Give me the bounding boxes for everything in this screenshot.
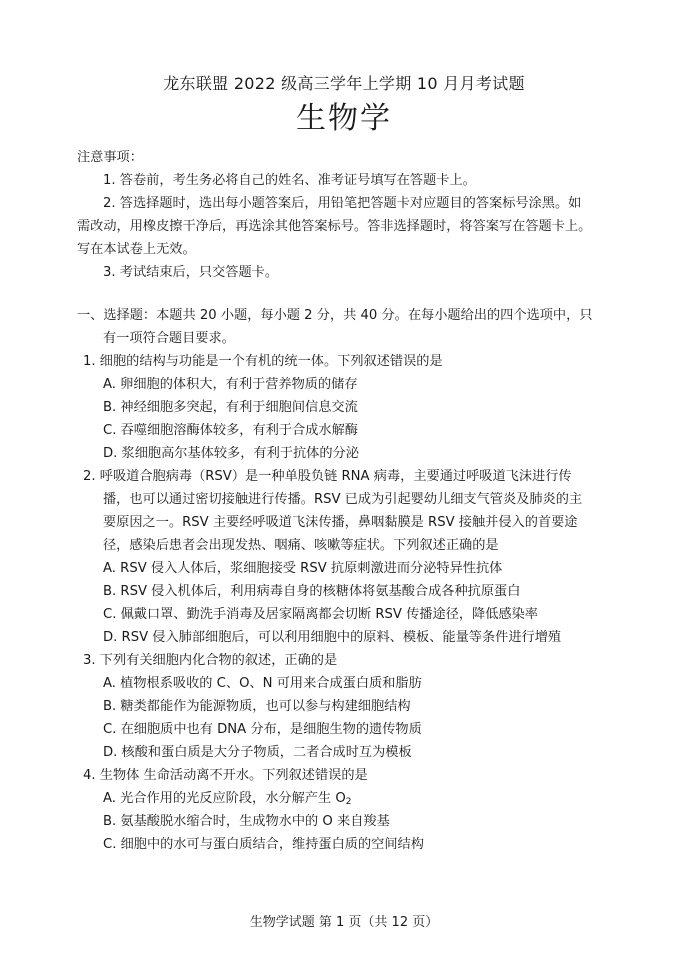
q4-stem: 4. 生物体 生命活动离不开水。下列叙述错误的是 [83, 768, 368, 783]
q3-stem: 3. 下列有关细胞内化合物的叙述，正确的是 [83, 653, 338, 668]
q4-option-a-subscript: 2 [345, 797, 352, 807]
q3-option-b: B. 糖类都能作为能源物质，也可以参与构建细胞结构 [103, 699, 411, 714]
notice-item-3: 3. 考试结束后，只交答题卡。 [103, 265, 279, 280]
q1-option-b: B. 神经细胞多突起，有利于细胞间信息交流 [103, 400, 358, 415]
q2-stem-line-1: 2. 呼吸道合胞病毒（RSV）是一种单股负链 RNA 病毒，主要通过呼吸道飞沫进行传 [83, 469, 572, 484]
q4-option-a-text: A. 光合作用的光反应阶段，水分解产生 O [103, 791, 346, 806]
exam-title: 龙东联盟 2022 级高三学年上学期 10 月月考试题 [163, 74, 525, 93]
q4-option-c: C. 细胞中的水可与蛋白质结合，维持蛋白质的空间结构 [103, 837, 424, 852]
q3-option-c: C. 在细胞质中也有 DNA 分布，是细胞生物的遗传物质 [103, 722, 422, 737]
q2-option-b: B. RSV 侵入机体后，利用病毒自身的核糖体将氨基酸合成各种抗原蛋白 [103, 584, 521, 599]
section-intro-line-2: 有一项符合题目要求。 [103, 331, 235, 346]
q2-stem-line-2: 播，也可以通过密切接触进行传播。RSV 已成为引起婴幼儿细支气管炎及肺炎的主 [103, 492, 583, 507]
q1-option-d: D. 浆细胞高尔基体较多，有利于抗体的分泌 [103, 446, 359, 461]
q1-option-a: A. 卵细胞的体积大，有利于营养物质的储存 [103, 377, 358, 392]
q2-option-c: C. 佩戴口罩、勤洗手消毒及居家隔离都会切断 RSV 传播途径，降低感染率 [103, 607, 538, 622]
q2-option-a: A. RSV 侵入人体后，浆细胞接受 RSV 抗原刺激进而分泌特异性抗体 [103, 561, 503, 576]
notice-item-2-line-1: 2. 答选择题时，选出每小题答案后，用铅笔把答题卡对应题目的答案标号涂黑。如 [103, 196, 582, 211]
notice-item-1: 1. 答卷前，考生务必将自己的姓名、准考证号填写在答题卡上。 [103, 173, 476, 188]
notice-item-2-line-3: 写在本试卷上无效。 [77, 242, 196, 257]
notice-item-2-line-2: 需改动，用橡皮擦干净后，再选涂其他答案标号。答非选择题时，将答案写在答题卡上。 [77, 219, 592, 234]
q2-stem-line-4: 径，感染后患者会出现发热、咽痛、咳嗽等症状。下列叙述正确的是 [103, 538, 499, 553]
notice-heading: 注意事项： [77, 150, 143, 165]
q4-option-b: B. 氨基酸脱水缩合时，生成物水中的 O 来自羧基 [103, 814, 390, 829]
q2-option-d: D. RSV 侵入肺部细胞后，可以利用细胞中的原料、模板、能量等条件进行增殖 [103, 630, 562, 645]
q3-option-a: A. 植物根系吸收的 C、O、N 可用来合成蛋白质和脂肪 [103, 676, 422, 691]
q3-option-d: D. 核酸和蛋白质是大分子物质，二者合成时互为模板 [103, 745, 412, 760]
q1-option-c: C. 吞噬细胞溶酶体较多，有利于合成水解酶 [103, 423, 358, 438]
q1-stem: 1. 细胞的结构与功能是一个有机的统一体。下列叙述错误的是 [83, 354, 443, 369]
q4-option-a [103, 791, 351, 807]
subject-title: 生物学 [296, 101, 392, 136]
q2-stem-line-3: 要原因之一。RSV 主要经呼吸道飞沫传播，鼻咽黏膜是 RSV 接触并侵入的首要途 [103, 515, 578, 530]
section-intro-line-1: 一、选择题：本题共 20 小题，每小题 2 分，共 40 分。在每小题给出的四个选项中，只 [77, 308, 593, 323]
page-footer: 生物学试题 第 1 页（共 12 页） [249, 915, 439, 930]
